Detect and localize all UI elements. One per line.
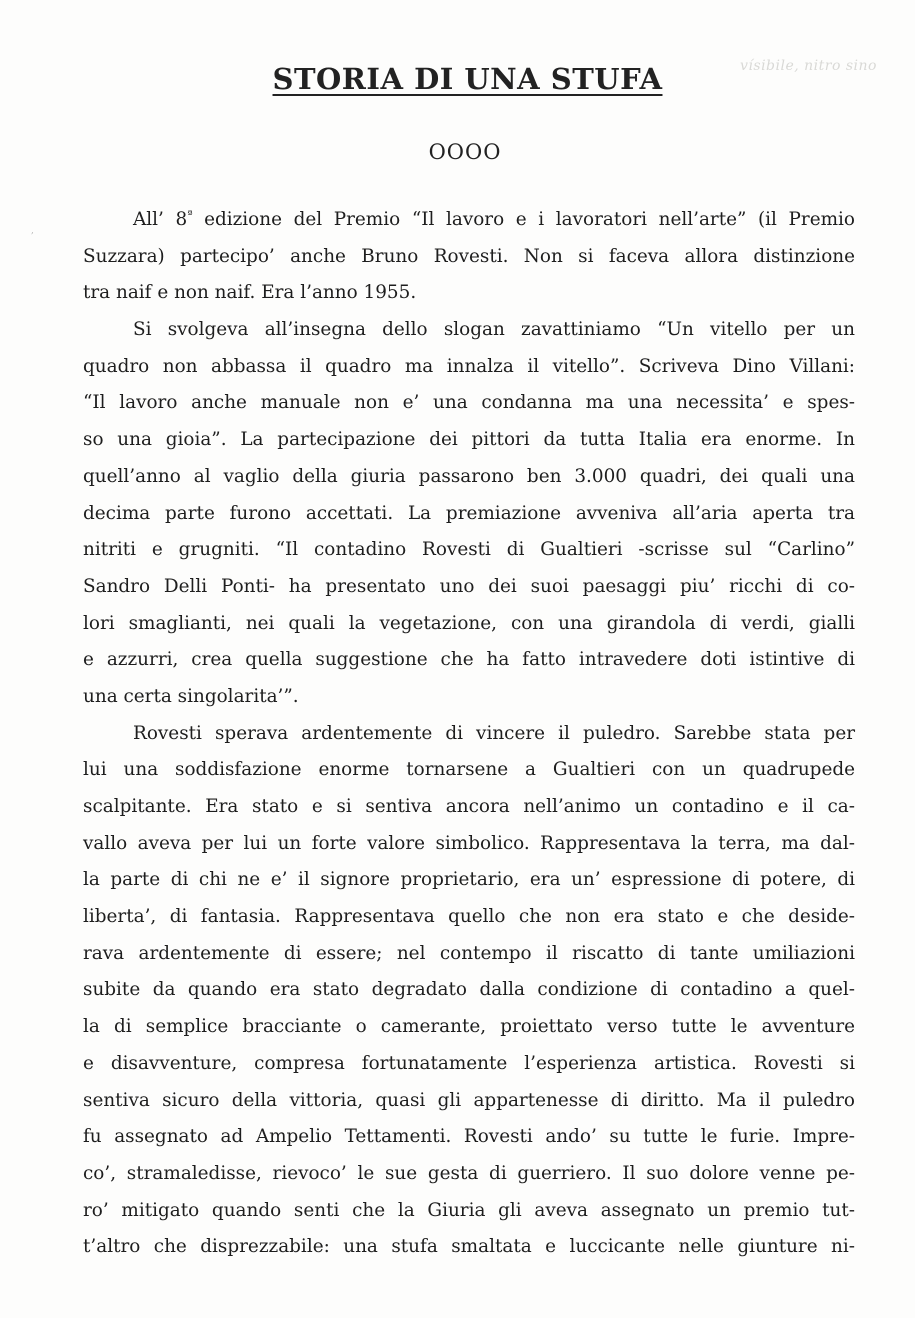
text-line: sentiva sicuro della vittoria, quasi gli appartenesse di diritto. Ma il puledro <box>83 1089 855 1111</box>
margin-mark: , <box>31 226 34 236</box>
paragraph <box>83 202 855 312</box>
text-line: una certa singolarita’”. <box>83 685 299 707</box>
paragraph <box>83 716 855 1266</box>
text-line: t’altro che disprezzabile: una stufa smaltata e luccicante nelle giunture ni- <box>83 1236 855 1258</box>
text-line: Suzzara) partecipo’ anche Bruno Rovesti. Non si faceva allora distinzione <box>83 245 855 267</box>
text-line: rava ardentemente di essere; nel contempo il riscatto di tante umiliazioni <box>83 942 855 964</box>
body-text <box>83 202 855 1266</box>
text-line: vallo aveva per lui un forte valore simbolico. Rappresentava la terra, ma dal- <box>83 832 855 854</box>
document-title: STORIA DI UNA STUFA <box>272 62 663 96</box>
text-line: decima parte furono accettati. La premiazione avveniva all’aria aperta tra <box>83 502 855 524</box>
text-line: fu assegnato ad Ampelio Tettamenti. Rovesti ando’ su tutte le furie. Impre- <box>83 1126 855 1148</box>
text-line: ro’ mitigato quando senti che la Giuria gli aveva assegnato un premio tut- <box>83 1199 855 1221</box>
text-line: Sandro Delli Ponti- ha presentato uno dei suoi paesaggi piu’ ricchi di co- <box>83 575 855 597</box>
text-line: e disavventure, compresa fortunatamente l’esperienza artistica. Rovesti si <box>83 1052 855 1074</box>
text-line: nitriti e grugniti. “Il contadino Rovesti di Gualtieri -scrisse sul “Carlino” <box>83 539 855 561</box>
text-line: co’, stramaledisse, rievoco’ le sue gesta di guerriero. Il suo dolore venne pe- <box>83 1162 855 1184</box>
text-line: All’ $8^ª$ edizione del Premio “Il lavoro e i lavoratori nell’arte” (il Premio <box>133 208 855 230</box>
text-line: e azzurri, crea quella suggestione che ha fatto intravedere doti istintive di <box>83 649 855 671</box>
text-line: lui una soddisfazione enorme tornarsene a Gualtieri con un quadrupede <box>83 759 855 781</box>
text-line: quell’anno al vaglio della giuria passarono ben 3.000 quadri, dei quali una <box>83 465 855 487</box>
text-line: Rovesti sperava ardentemente di vincere il puledro. Sarebbe stata per <box>133 722 855 744</box>
text-line: lori smaglianti, nei quali la vegetazione, con una girandola di verdi, gialli <box>83 612 855 634</box>
bleed-through-text: vísibile, nitro sino <box>740 58 877 74</box>
text-line: la di semplice bracciante o camerante, proiettato verso tutte le avventure <box>83 1016 855 1038</box>
title-separator: OOOO <box>428 140 502 164</box>
paragraph <box>83 312 855 716</box>
text-line: la parte di chi ne e’ il signore proprietario, era un’ espressione di potere, di <box>83 869 855 891</box>
text-line: scalpitante. Era stato e si sentiva ancora nell’animo un contadino e il ca- <box>83 796 855 817</box>
text-line: Si svolgeva all’insegna dello slogan zavattiniamo “Un vitello per un <box>133 319 855 341</box>
text-line: subite da quando era stato degradato dalla condizione di contadino a quel- <box>83 979 855 1001</box>
text-line: liberta’, di fantasia. Rappresentava quello che non era stato e che deside- <box>83 906 855 928</box>
text-line: so una gioia”. La partecipazione dei pittori da tutta Italia era enorme. In <box>83 429 855 451</box>
text-line: quadro non abbassa il quadro ma innalza il vitello”. Scriveva Dino Villani: <box>83 355 855 377</box>
text-line: “Il lavoro anche manuale non e’ una condanna ma una necessita’ e spes- <box>83 392 855 414</box>
text-line: tra naif e non naif. Era l’anno 1955. <box>83 282 417 304</box>
